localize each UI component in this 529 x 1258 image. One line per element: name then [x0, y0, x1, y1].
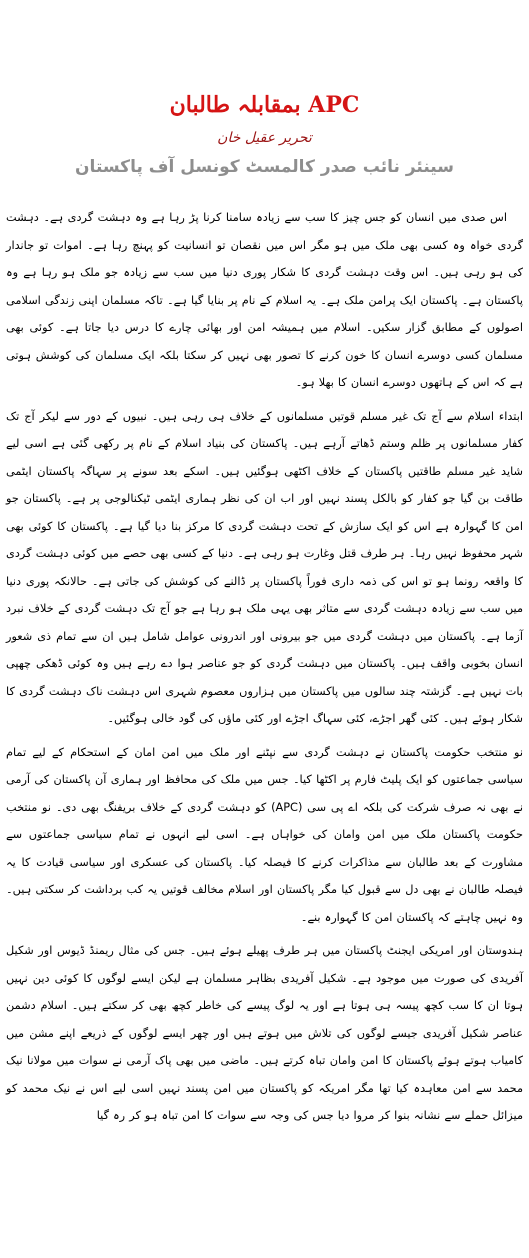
article-header [6, 0, 523, 180]
article-paragraph: ہندوستان اور امریکی ایجنٹ پاکستان میں ہر طرف پھیلے ہوئے ہیں۔ جس کی مثال ریمنڈ ڈیوس اور شکیل آفریدی کی صورت میں موجود ہے۔ شکیل آفریدی بظاہر مسلمان ہے لیکن ایسے لوگوں کا کوئی دین نہیں ہوتا ان کا سب کچھ پیسہ ہی ہوتا ہے اور یہ لوگ پیسے کی خاطر کچھ بھی کر سکتے ہیں۔ اسلام دشمن عناصر شکیل آفریدی جیسے لوگوں کی تلاش میں ہوتے ہیں اور چھر ایسے لوگوں کے ذریعے اپنے مشن میں کامیاب ہوتے ہوئے پاکستان کا امن وامان تباہ کرتے ہیں۔ ماضی میں بھی پاک آرمی نے سوات میں مولانا نیک محمد سے امن معاہدہ کیا تھا مگر امریکہ کو پاکستان میں امن پسند نہیں اسی لیے اس نے نیک محمد کو میزائل حملے سے نشانہ بنوا کر مروا دیا جس کی وجہ سے سوات کا امن تباہ ہو کر رہ گیا [6, 944, 523, 1122]
author-byline: تحریر عقیل خان [217, 130, 312, 146]
article-title: APC بمقابلہ طالبان [169, 92, 360, 118]
article-paragraph: نو منتخب حکومت پاکستان نے دہشت گردی سے نپٹنے اور ملک میں امن امان کے استحکام کے لیے تمام سیاسی جماعتوں کو ایک پلیٹ فارم پر اکٹھا کیا۔ جس میں ملک کی محافظ اور ہماری آن پاکستان کی آرمی نے بھی نہ صرف شرکت کی بلکہ اے پی سی (APC) کو دہشت گردی کے خلاف بریفنگ بھی دی۔ نو منتخب حکومت پاکستان ملک میں امن وامان کی خواہاں ہے۔ اسی لیے انہوں نے تمام سیاسی جماعتوں سے مشاورت کے بعد طالبان سے مذاکرات کرنے کا فیصلہ کیا۔ پاکستان کی عسکری اور سیاسی قیادت کا یہ فیصلہ طالبان نے بھی دل سے قبول کیا مگر پاکستان اور اسلام مخالف قوتیں یہ کب برداشت کر سکتی ہیں۔ وہ نہیں چاہتے کہ پاکستان امن کا گہوارہ بنے۔ [6, 745, 523, 924]
article-body [6, 204, 523, 1130]
article-paragraph: اس صدی میں انسان کو جس چیز کا سب سے زیادہ سامنا کرنا پڑ رہا ہے وہ دہشت گردی ہے۔ دہشت گردی خواہ وہ کسی بھی ملک میں ہو مگر اس میں نقصان تو انسانیت کو پہنچ رہا ہے۔ اموات تو جاندار کی ہو رہی ہیں۔ اس وقت دہشت گردی کا شکار پوری دنیا میں سب سے زیادہ جو ملک ہو رہا ہے وہ پاکستان ہے۔ پاکستان ایک پرامن ملک ہے۔ یہ اسلام کے نام پر بنایا گیا ہے۔ تاکہ مسلمان اپنی زندگی اسلامی اصولوں کے مطابق گزار سکیں۔ اسلام میں ہمیشہ امن اور بھائی چارے کا درس دیا جاتا ہے۔ کوئی بھی مسلمان کسی دوسرے انسان کا خون کرنے کا تصور بھی نہیں کر سکتا بلکہ ایک مسلمان کی کوشش ہوتی ہے کہ اس کے ہاتھوں دوسرے انسان کا بھلا ہو۔ [6, 211, 523, 389]
author-designation: سینئر نائب صدر کالمسٹ کونسل آف پاکستان [75, 157, 454, 177]
article-paragraph: ابتداء اسلام سے آج تک غیر مسلم قوتیں مسلمانوں کے خلاف ہی رہی ہیں۔ نبیوں کے دور سے لیکر آج تک کفار مسلمانوں پر ظلم وستم ڈھاتے آرہے ہیں۔ پاکستان کی بنیاد اسلام کے نام پر رکھی گئی ہے اسی لیے شاید غیر مسلم طاقتیں پاکستان کے خلاف اکٹھی ہوگئیں ہیں۔ اسکے بعد سونے پر سہاگہ پاکستان ایٹمی طاقت بن گیا جو کفار کو بالکل پسند نہیں اور اب ان کی نظر ہماری ایٹمی ٹیکنالوجی پر ہے۔ پاکستان جو امن کا گہوارہ ہے اس کو ایک سازش کے تحت دہشت گردی کا مرکز بنا دیا گیا ہے۔ پاکستان کا کوئی بھی شہر محفوظ نہیں رہا۔ ہر طرف قتل وغارت ہو رہی ہے۔ دنیا کے کسی بھی حصے میں کوئی دہشت گردی کا واقعہ رونما ہو تو اس کی ذمہ داری فوراً پاکستان پر ڈالنے کی کوشش کی جاتی ہے۔ حالانکہ پوری دنیا میں سب سے زیادہ دہشت گردی سے متاثر بھی یہی ملک ہو رہا ہے جو آج تک دہشت گردی کے خلاف نبرد آزما ہے۔ پاکستان میں دہشت گردی میں جو بیرونی اور اندرونی عوامل شامل ہیں ان سے تمام ذی شعور انسان بخوبی واقف ہیں۔ پاکستان میں دہشت گردی کو جو عناصر ہوا دے رہے ہیں وہ کوئی ڈھکی چھپی بات نہیں ہے۔ گزشتہ چند سالوں میں پاکستان میں ہزاروں معصوم شہری اس دہشت ناک دہشت گردی کا شکار ہوئے ہیں۔ کئی گھر اجڑے، کئی سہاگ اجڑے اور کئی ماؤں کی گود خالی ہوگئیں۔ [6, 409, 523, 725]
